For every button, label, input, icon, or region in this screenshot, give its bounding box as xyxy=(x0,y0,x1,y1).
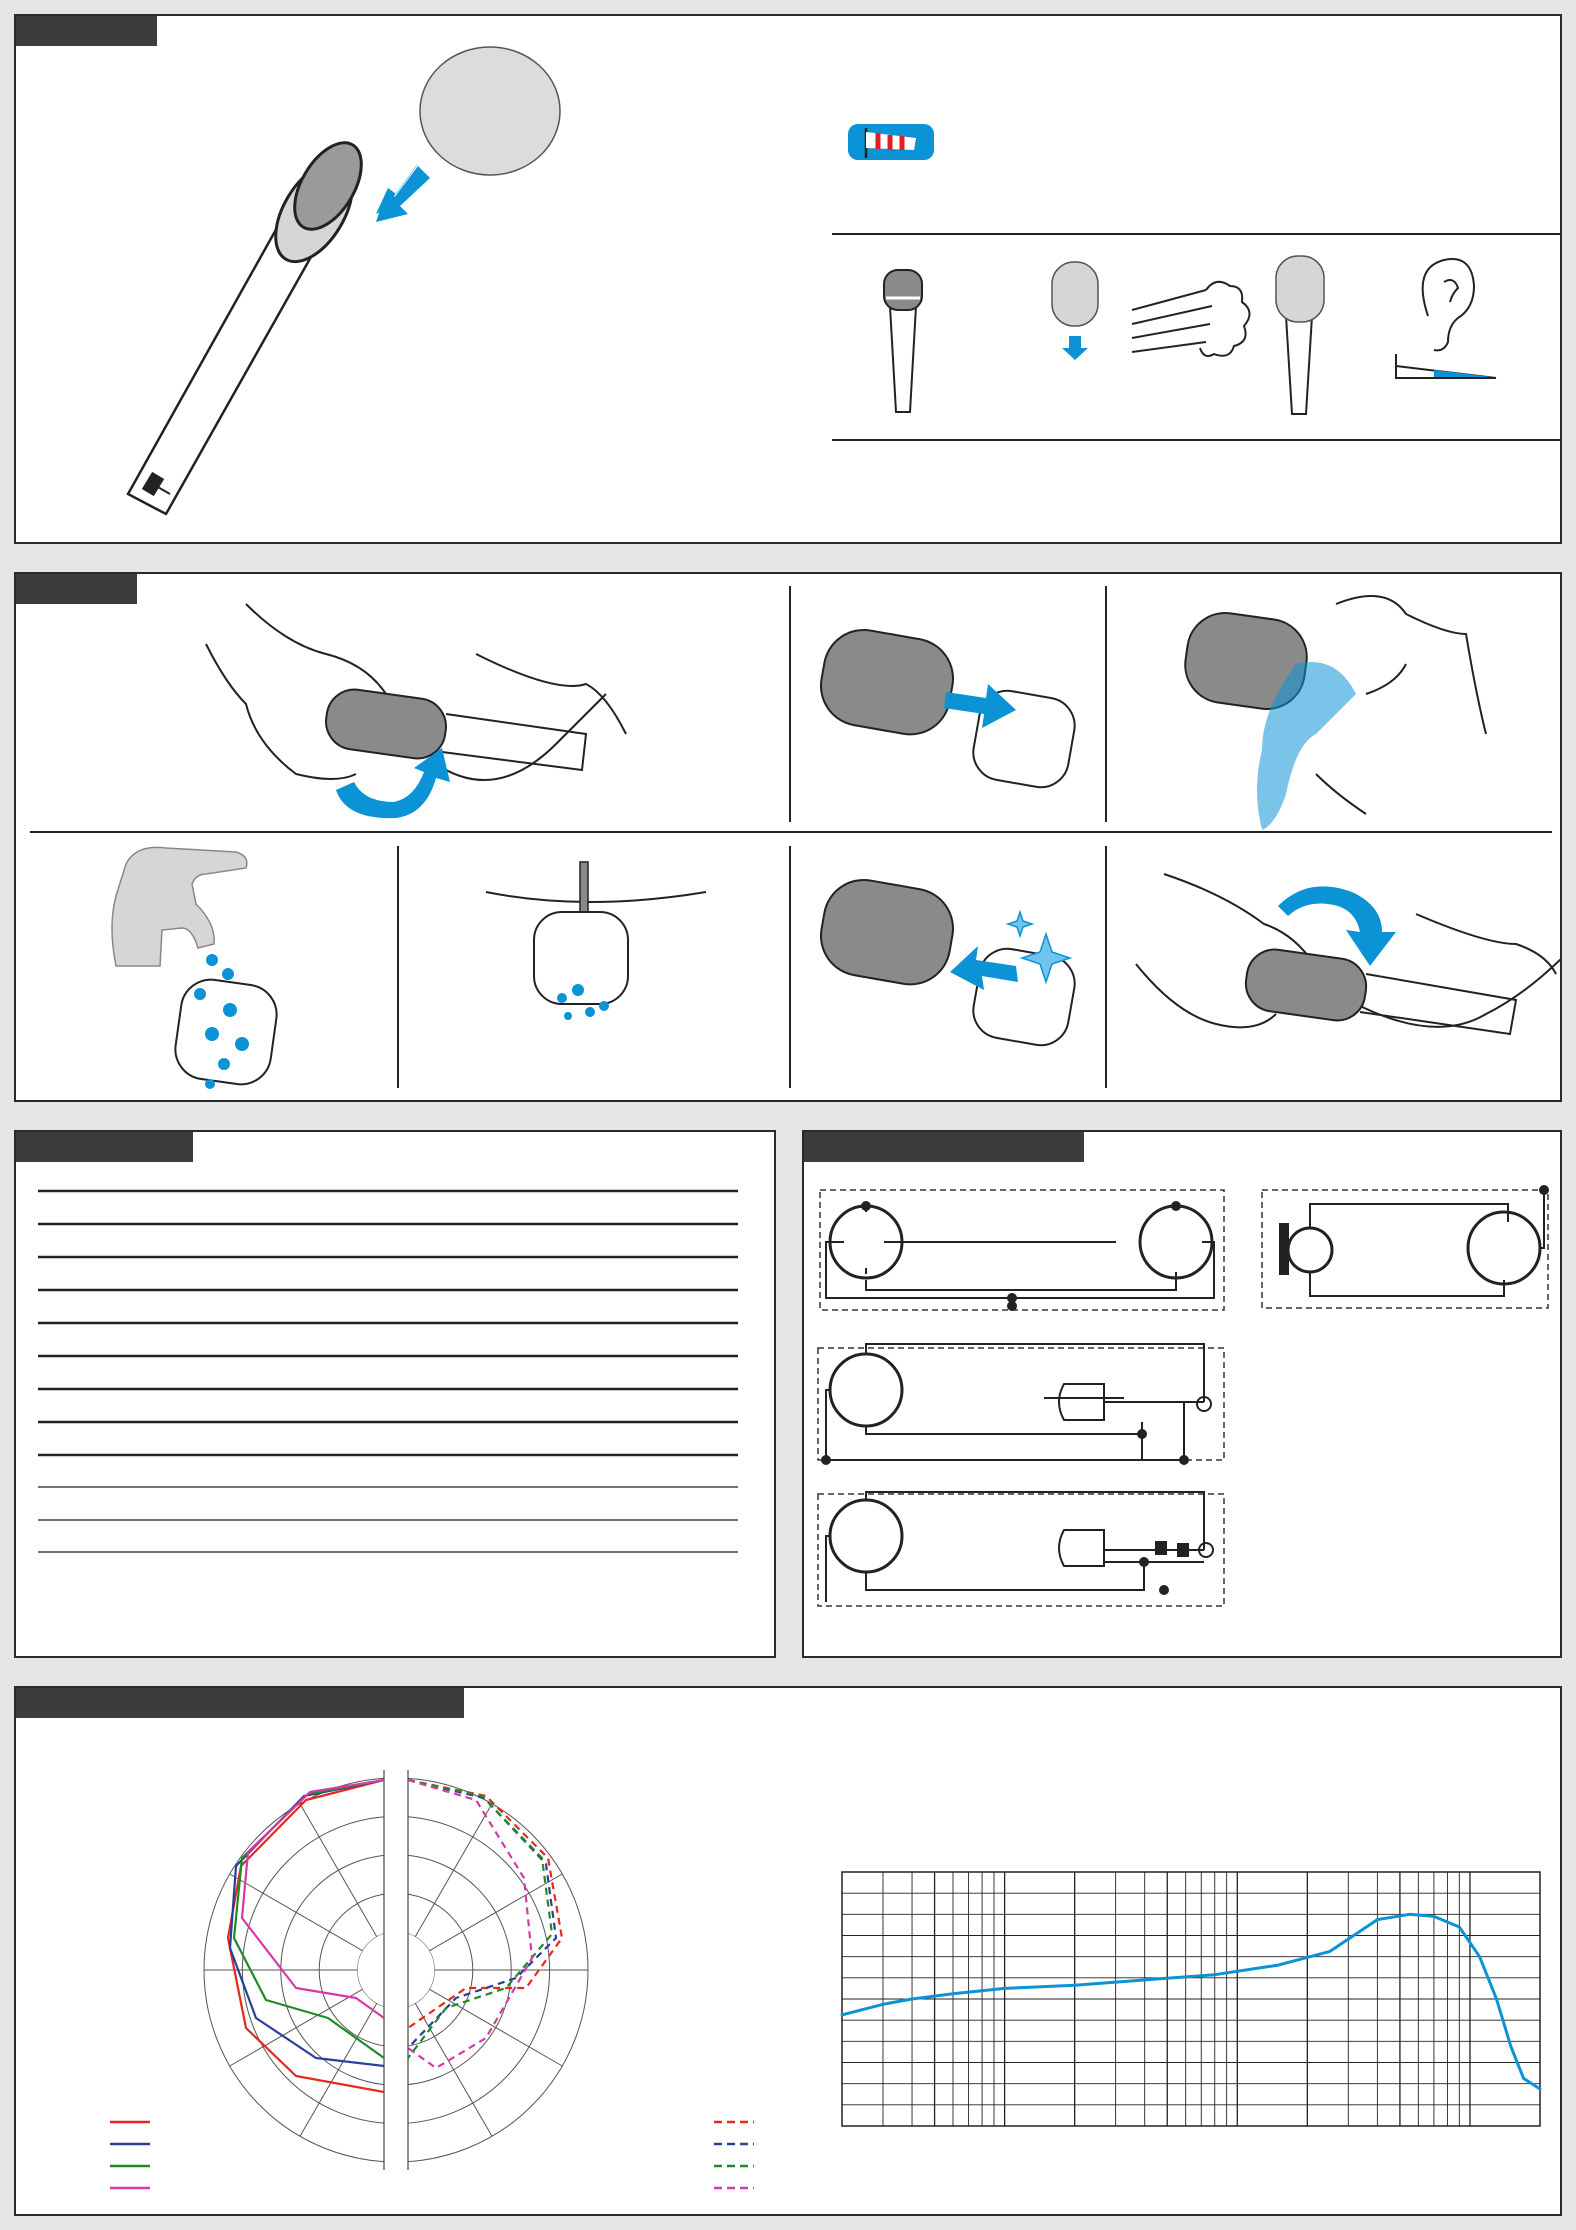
squeeze-foam-step xyxy=(1180,596,1486,830)
polar-legend xyxy=(110,2122,754,2188)
screw-back-step xyxy=(1136,874,1560,1034)
cleaning-steps-illustration xyxy=(16,574,1560,1100)
microphone-illustration xyxy=(128,131,375,514)
microphone-icon xyxy=(884,270,922,412)
specifications-table-rules xyxy=(16,1132,774,1656)
down-arrow-icon xyxy=(1062,336,1088,360)
diagrams-panel xyxy=(14,1686,1562,2216)
polar-spoke xyxy=(429,1989,562,2066)
faucet-icon xyxy=(112,847,247,966)
specifications-panel xyxy=(14,1130,776,1658)
polar-curve-dashed xyxy=(408,1780,532,2068)
polar-spoke xyxy=(429,1874,562,1951)
unscrew-step xyxy=(206,604,626,818)
reattach-foam-step xyxy=(815,874,1079,1050)
ear-icon xyxy=(1423,259,1474,350)
xlr-to-xlr-wiring xyxy=(826,1202,1214,1310)
polar-curve-dashed xyxy=(408,1780,552,2058)
polar-spoke xyxy=(230,1874,363,1951)
rinse-step xyxy=(112,847,280,1089)
diagrams-section-tab xyxy=(16,1688,464,1718)
rotate-arrow-icon xyxy=(336,748,450,818)
foam-icon xyxy=(1052,262,1098,326)
microphone-with-windscreen-icon xyxy=(1276,256,1324,414)
diagrams-area xyxy=(16,1688,1560,2214)
polar-spoke xyxy=(300,2003,377,2136)
wind-puff-icon xyxy=(1132,282,1250,356)
specifications-section-tab xyxy=(16,1132,193,1162)
remove-foam-step xyxy=(815,624,1079,792)
polar-curve-solid xyxy=(228,1780,384,2092)
windscreen-illustration xyxy=(16,16,1560,542)
dry-step xyxy=(486,862,706,1020)
capsule-to-xlr-wiring xyxy=(1280,1186,1548,1296)
windscreen-foam-icon xyxy=(420,47,560,175)
xlr-to-mono-jack-wiring xyxy=(822,1344,1211,1464)
polar-hub xyxy=(358,1932,435,2009)
windscreen-panel xyxy=(14,14,1562,544)
polar-spoke xyxy=(415,1804,492,1937)
windscreen-section-tab xyxy=(16,16,157,46)
wiring-diagrams xyxy=(804,1132,1560,1656)
polar-spoke xyxy=(300,1804,377,1937)
windsock-icon xyxy=(848,124,934,160)
cleaning-panel xyxy=(14,572,1562,1102)
polar-spoke xyxy=(415,2003,492,2136)
polar-pattern-diagram xyxy=(204,1768,588,2172)
wiring-panel xyxy=(802,1130,1562,1658)
frequency-response-chart xyxy=(842,1872,1540,2126)
xlr-to-stereo-jack-wiring xyxy=(826,1492,1213,1602)
wiring-section-tab xyxy=(804,1132,1084,1162)
polar-curve-solid xyxy=(230,1780,384,2066)
cleaning-section-tab xyxy=(16,574,137,604)
